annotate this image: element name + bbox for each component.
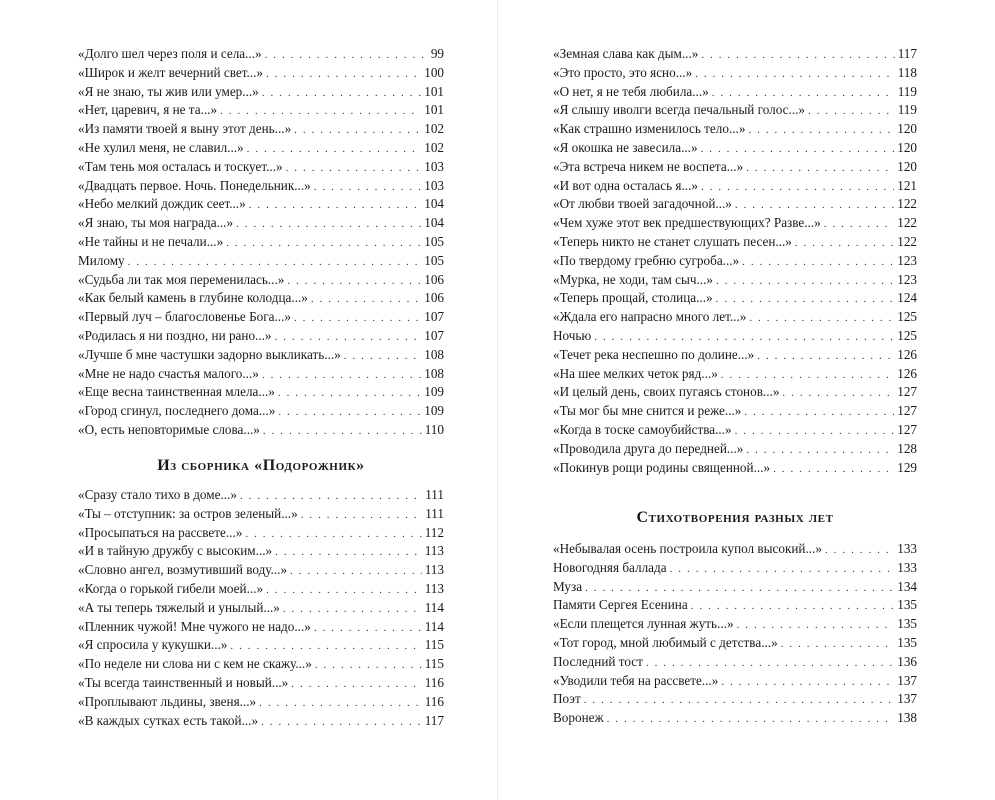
toc-entry-title: «Когда в тоске самоубийства...»	[553, 421, 732, 437]
toc-entry-title: «Двадцать первое. Ночь. Понедельник...»	[78, 177, 311, 193]
toc-entry-title: «Эта встреча никем не воспета...»	[553, 158, 744, 174]
toc-entry-page-number: 109	[424, 403, 444, 419]
dot-leader	[585, 579, 894, 598]
toc-entry	[553, 578, 917, 597]
dot-leader	[742, 253, 894, 272]
toc-entry-page-number: 105	[424, 233, 444, 249]
dot-leader	[230, 637, 421, 656]
dot-leader	[286, 159, 422, 178]
toc-entry	[553, 383, 917, 402]
toc-entry	[553, 45, 917, 64]
dot-leader	[128, 253, 422, 272]
toc-entry-page-number: 125	[897, 327, 917, 343]
toc-entry	[78, 693, 444, 712]
toc-entry-title: «Земная слава как дым...»	[553, 46, 699, 61]
toc-entry-page-number: 135	[897, 616, 917, 632]
toc-list	[78, 486, 444, 730]
toc-entry	[553, 233, 917, 252]
toc-entry-title: Ночью	[553, 327, 592, 343]
dot-leader	[265, 46, 428, 65]
toc-entry-title: «Как страшно изменилось тело...»	[553, 121, 746, 137]
toc-entry-page-number: 137	[897, 672, 917, 688]
toc-entry	[78, 158, 444, 177]
dot-leader	[344, 347, 421, 366]
dot-leader	[795, 234, 894, 253]
toc-entry-title: «Тот город, мной любимый с детства...»	[553, 634, 778, 650]
toc-entry-page-number: 121	[897, 177, 917, 193]
dot-leader	[773, 460, 894, 479]
toc-entry-title: «Лучше б мне частушки задорно выкликать...»	[78, 346, 341, 362]
dot-leader	[287, 272, 421, 291]
dot-leader	[294, 121, 421, 140]
toc-entry-page-number: 138	[897, 710, 917, 726]
toc-entry	[78, 524, 444, 543]
toc-entry-title: «Сразу стало тихо в доме...»	[78, 487, 237, 502]
toc-entry	[78, 101, 444, 120]
dot-leader	[716, 272, 894, 291]
toc-entry-title: «Проводила друга до передней...»	[553, 440, 744, 456]
dot-leader	[278, 384, 421, 403]
toc-entry-page-number: 102	[424, 139, 444, 155]
toc-entry	[78, 139, 444, 158]
dot-leader	[584, 691, 895, 710]
toc-entry-title: «Город сгинул, последнего дома...»	[78, 403, 276, 419]
toc-entry	[78, 655, 444, 674]
toc-entry-title: «Уводили тебя на рассвете...»	[553, 672, 719, 688]
toc-entry-title: «Пленник чужой! Мне чужого не надо...»	[78, 618, 311, 634]
toc-entry-page-number: 125	[897, 309, 917, 325]
toc-entry-title: «Чем хуже этот век предшествующих? Разве...»	[553, 215, 821, 231]
toc-entry-title: «Небывалая осень построила купол высокий...»	[553, 541, 822, 556]
toc-entry-title: «От любви твоей загадочной...»	[553, 196, 732, 212]
toc-entry-title: «Не тайны и не печали...»	[78, 233, 224, 249]
toc-entry-page-number: 127	[897, 403, 917, 419]
toc-entry	[553, 83, 917, 102]
toc-entry-title: «Словно ангел, возмутивший воду...»	[78, 562, 288, 578]
toc-entry-page-number: 134	[897, 578, 917, 594]
toc-entry-page-number: 128	[897, 440, 917, 456]
toc-entry-page-number: 116	[424, 674, 444, 690]
toc-entry	[553, 634, 917, 653]
toc-entry	[78, 327, 444, 346]
dot-leader	[670, 560, 895, 579]
toc-entry-title: «Родилась я ни поздно, ни рано...»	[78, 327, 272, 343]
toc-entry-page-number: 135	[897, 634, 917, 650]
dot-leader	[226, 234, 421, 253]
dot-leader	[716, 290, 895, 309]
dot-leader	[245, 525, 421, 544]
toc-entry-title: «Я окошка не завесила...»	[553, 139, 698, 155]
toc-entry	[78, 214, 444, 233]
toc-entry	[78, 271, 444, 290]
toc-entry-page-number: 101	[424, 83, 444, 99]
toc-entry	[78, 421, 444, 440]
toc-entry-page-number: 105	[424, 252, 444, 268]
toc-entry-page-number: 111	[425, 505, 444, 521]
toc-entry	[78, 561, 444, 580]
toc-entry-title: «Я знаю, ты моя награда...»	[78, 215, 234, 231]
toc-entry-title: «Я спросила у кукушки...»	[78, 637, 228, 653]
toc-entry-page-number: 129	[897, 459, 917, 475]
toc-entry-title: «Еще весна таинственная млела...»	[78, 384, 275, 400]
dot-leader	[240, 487, 422, 506]
toc-entry-page-number: 122	[897, 215, 917, 231]
toc-entry	[78, 365, 444, 384]
toc-entry-title: «Там тень моя осталась и тоскует...»	[78, 158, 283, 174]
toc-entry-page-number: 123	[897, 271, 917, 287]
toc-entry	[553, 195, 917, 214]
dot-leader	[275, 543, 422, 562]
toc-entry-title: «Небо мелкий дождик сеет...»	[78, 196, 246, 212]
section-heading: Стихотворения разных лет	[636, 509, 834, 526]
toc-entry-title: «Теперь прощай, столица...»	[553, 290, 713, 306]
dot-leader	[691, 597, 895, 616]
dot-leader	[695, 65, 895, 84]
toc-entry-page-number: 104	[424, 196, 444, 212]
toc-entry-page-number: 109	[424, 384, 444, 400]
toc-entry-page-number: 115	[424, 656, 444, 672]
toc-entry	[553, 101, 917, 120]
toc-entry	[553, 120, 917, 139]
section-heading: Из сборника «Подорожник»	[157, 457, 365, 474]
toc-entry-title: «Широк и желт вечерний свет...»	[78, 64, 263, 80]
toc-entry-title: Муза	[553, 578, 583, 594]
toc-entry-title: «Мне не надо счастья малого...»	[78, 365, 259, 381]
toc-entry-title: Воронеж	[553, 710, 604, 726]
dot-leader	[261, 713, 422, 732]
dot-leader	[275, 328, 422, 347]
toc-entry-title: Памяти Сергея Есенина	[553, 597, 688, 613]
toc-entry	[553, 158, 917, 177]
dot-leader	[735, 422, 895, 441]
toc-entry-page-number: 126	[897, 346, 917, 362]
toc-entry-title: «По неделе ни слова ни с кем не скажу...»	[78, 656, 312, 672]
dot-leader	[757, 347, 894, 366]
toc-entry	[553, 402, 917, 421]
dot-leader	[781, 635, 895, 654]
toc-entry	[78, 636, 444, 655]
toc-entry-title: «Проплывают льдины, звеня...»	[78, 693, 257, 709]
dot-leader	[294, 309, 421, 328]
dot-leader	[249, 196, 422, 215]
toc-entry-page-number: 113	[424, 580, 444, 596]
toc-entry-title: «И в тайную дружбу с высоким...»	[78, 543, 273, 559]
toc-entry-page-number: 112	[424, 524, 444, 540]
toc-entry-title: «Ты мог бы мне снится и реже...»	[553, 403, 742, 419]
toc-entry-page-number: 123	[897, 252, 917, 268]
dot-leader	[744, 403, 894, 422]
toc-entry-page-number: 127	[897, 421, 917, 437]
toc-entry	[78, 542, 444, 561]
toc-entry-page-number: 133	[897, 541, 917, 556]
right-page	[497, 0, 995, 800]
toc-entry-page-number: 122	[897, 196, 917, 212]
toc-entry-page-number: 100	[424, 64, 444, 80]
toc-entry-page-number: 120	[897, 158, 917, 174]
toc-entry	[553, 327, 917, 346]
toc-entry	[553, 440, 917, 459]
toc-entry-page-number: 113	[424, 543, 444, 559]
toc-entry	[78, 83, 444, 102]
toc-entry-page-number: 120	[897, 121, 917, 137]
toc-entry-title: «Как белый камень в глубине колодца...»	[78, 290, 308, 306]
toc-entry-title: «Мурка, не ходи, там сыч...»	[553, 271, 713, 287]
toc-entry-title: «Если плещется лунная жуть...»	[553, 616, 734, 632]
toc-entry	[553, 365, 917, 384]
toc-entry	[78, 45, 444, 64]
toc-entry	[553, 214, 917, 233]
toc-entry	[553, 559, 917, 578]
toc-entry-page-number: 136	[897, 653, 917, 669]
dot-leader	[314, 619, 422, 638]
dot-leader	[748, 121, 894, 140]
dot-leader	[278, 403, 421, 422]
toc-entry-title: «О нет, я не тебя любила...»	[553, 83, 709, 99]
toc-entry-title: «Покинув рощи родины священной...»	[553, 459, 771, 475]
dot-leader	[594, 328, 894, 347]
toc-entry-page-number: 108	[424, 346, 444, 362]
dot-leader	[808, 102, 895, 121]
toc-entry-title: «Теперь никто не станет слушать песен...»	[553, 233, 792, 249]
toc-entry-page-number: 115	[424, 637, 444, 653]
toc-entry	[78, 252, 444, 271]
toc-list	[78, 45, 444, 440]
toc-entry-title: Последний тост	[553, 653, 643, 669]
toc-entry-title: «Первый луч – благословенье Бога...»	[78, 309, 291, 325]
toc-entry	[553, 308, 917, 327]
toc-entry	[78, 486, 444, 505]
toc-entry-title: «О, есть неповторимые слова...»	[78, 421, 260, 437]
dot-leader	[607, 710, 895, 729]
toc-entry-title: «Ты – отступник: за остров зеленый...»	[78, 505, 298, 521]
toc-entry	[553, 540, 917, 559]
toc-entry	[553, 421, 917, 440]
toc-entry	[78, 64, 444, 83]
toc-entry-page-number: 106	[424, 271, 444, 287]
toc-entry-page-number: 114	[424, 599, 444, 615]
toc-entry-title: «Когда о горькой гибели моей...»	[78, 580, 264, 596]
toc-entry	[553, 690, 917, 709]
toc-entry	[553, 672, 917, 691]
toc-list	[553, 540, 917, 728]
toc-entry-page-number: 116	[424, 693, 444, 709]
toc-entry	[78, 233, 444, 252]
toc-entry	[553, 615, 917, 634]
toc-entry	[78, 618, 444, 637]
toc-entry-page-number: 133	[897, 559, 917, 575]
toc-entry-title: «На шее мелких четок ряд...»	[553, 365, 718, 381]
dot-leader	[259, 694, 422, 713]
toc-entry	[78, 674, 444, 693]
dot-leader	[266, 65, 421, 84]
toc-entry-page-number: 108	[424, 365, 444, 381]
toc-entry-page-number: 111	[425, 487, 444, 502]
dot-leader	[266, 581, 422, 600]
toc-entry-title: «По твердому гребню сугроба...»	[553, 252, 740, 268]
toc-entry-title: Новогодняя баллада	[553, 559, 667, 575]
dot-leader	[721, 366, 894, 385]
dot-leader	[262, 366, 421, 385]
toc-entry-page-number: 135	[897, 597, 917, 613]
toc-entry-title: «А ты теперь тяжелый и унылый...»	[78, 599, 280, 615]
toc-entry-page-number: 106	[424, 290, 444, 306]
dot-leader	[735, 196, 894, 215]
toc-entry	[78, 402, 444, 421]
dot-leader	[712, 84, 895, 103]
toc-entry-page-number: 117	[424, 712, 444, 728]
dot-leader	[701, 140, 895, 159]
toc-entry	[553, 252, 917, 271]
dot-leader	[236, 215, 421, 234]
toc-entry-page-number: 117	[897, 46, 917, 61]
toc-entry	[553, 271, 917, 290]
toc-entry	[78, 580, 444, 599]
toc-entry	[78, 195, 444, 214]
toc-entry	[78, 177, 444, 196]
toc-list	[553, 45, 917, 477]
dot-leader	[749, 309, 894, 328]
toc-entry-page-number: 107	[424, 327, 444, 343]
toc-entry	[78, 505, 444, 524]
toc-entry-page-number: 102	[424, 121, 444, 137]
toc-entry-page-number: 113	[424, 562, 444, 578]
toc-entry-page-number: 110	[424, 421, 444, 437]
toc-entry-title: «Не хулил меня, не славил...»	[78, 139, 244, 155]
dot-leader	[646, 654, 894, 673]
toc-entry	[553, 459, 917, 478]
toc-entry	[78, 346, 444, 365]
toc-entry	[553, 139, 917, 158]
toc-entry	[78, 120, 444, 139]
toc-entry-title: Поэт	[553, 691, 581, 707]
dot-leader	[301, 506, 423, 525]
toc-entry-title: «Это просто, это ясно...»	[553, 64, 693, 80]
toc-entry-page-number: 126	[897, 365, 917, 381]
dot-leader	[701, 178, 894, 197]
toc-entry-title: «Нет, царевич, я не та...»	[78, 102, 218, 118]
toc-entry	[553, 177, 917, 196]
toc-entry	[78, 383, 444, 402]
toc-entry	[78, 712, 444, 731]
toc-entry-page-number: 137	[897, 691, 917, 707]
toc-entry-page-number: 118	[897, 64, 917, 80]
dot-leader	[746, 441, 894, 460]
toc-entry-title: «И вот одна осталась я...»	[553, 177, 698, 193]
toc-entry	[553, 346, 917, 365]
toc-entry-page-number: 104	[424, 215, 444, 231]
toc-entry-page-number: 127	[897, 384, 917, 400]
dot-leader	[283, 600, 422, 619]
toc-entry-title: «Ты всегда таинственный и новый...»	[78, 674, 289, 690]
toc-entry-page-number: 99	[430, 46, 444, 61]
toc-entry-page-number: 114	[424, 618, 444, 634]
dot-leader	[314, 178, 421, 197]
dot-leader	[721, 673, 894, 692]
toc-entry	[78, 289, 444, 308]
toc-entry	[553, 653, 917, 672]
toc-entry-title: «Долго шел через поля и села...»	[78, 46, 262, 61]
toc-entry-page-number: 120	[897, 139, 917, 155]
toc-entry-title: «Я слышу иволги всегда печальный голос...»	[553, 102, 806, 118]
toc-entry	[553, 596, 917, 615]
dot-leader	[220, 102, 421, 121]
dot-leader	[311, 290, 421, 309]
toc-entry	[78, 308, 444, 327]
dot-leader	[824, 215, 894, 234]
dot-leader	[262, 84, 421, 103]
toc-entry-title: «Просыпаться на рассвете...»	[78, 524, 243, 540]
toc-entry-page-number: 124	[897, 290, 917, 306]
toc-entry-title: Милому	[78, 252, 125, 268]
toc-entry	[553, 709, 917, 728]
toc-entry-title: «Течет река неспешно по долине...»	[553, 346, 755, 362]
dot-leader	[746, 159, 894, 178]
toc-entry-page-number: 103	[424, 177, 444, 193]
dot-leader	[782, 384, 894, 403]
dot-leader	[263, 422, 422, 441]
toc-entry-title: «Ждала его напрасно много лет...»	[553, 309, 747, 325]
toc-entry-page-number: 107	[424, 309, 444, 325]
toc-entry-title: «Из памяти твоей я выну этот день...»	[78, 121, 292, 137]
dot-leader	[291, 675, 421, 694]
dot-leader	[247, 140, 422, 159]
toc-entry	[553, 289, 917, 308]
toc-entry	[78, 599, 444, 618]
dot-leader	[737, 616, 895, 635]
toc-entry-page-number: 119	[897, 83, 917, 99]
toc-entry-title: «И целый день, своих пугаясь стонов...»	[553, 384, 780, 400]
toc-entry-page-number: 101	[424, 102, 444, 118]
toc-entry-title: «Я не знаю, ты жив или умер...»	[78, 83, 259, 99]
toc-entry-page-number: 119	[897, 102, 917, 118]
toc-entry-page-number: 103	[424, 158, 444, 174]
dot-leader	[825, 541, 894, 560]
toc-entry	[553, 64, 917, 83]
dot-leader	[701, 46, 894, 65]
toc-entry-title: «В каждых сутках есть такой...»	[78, 712, 259, 728]
toc-entry-title: «Судьба ли так моя переменилась...»	[78, 271, 285, 287]
dot-leader	[315, 656, 422, 675]
dot-leader	[290, 562, 422, 581]
left-page	[0, 0, 497, 800]
toc-entry-page-number: 122	[897, 233, 917, 249]
